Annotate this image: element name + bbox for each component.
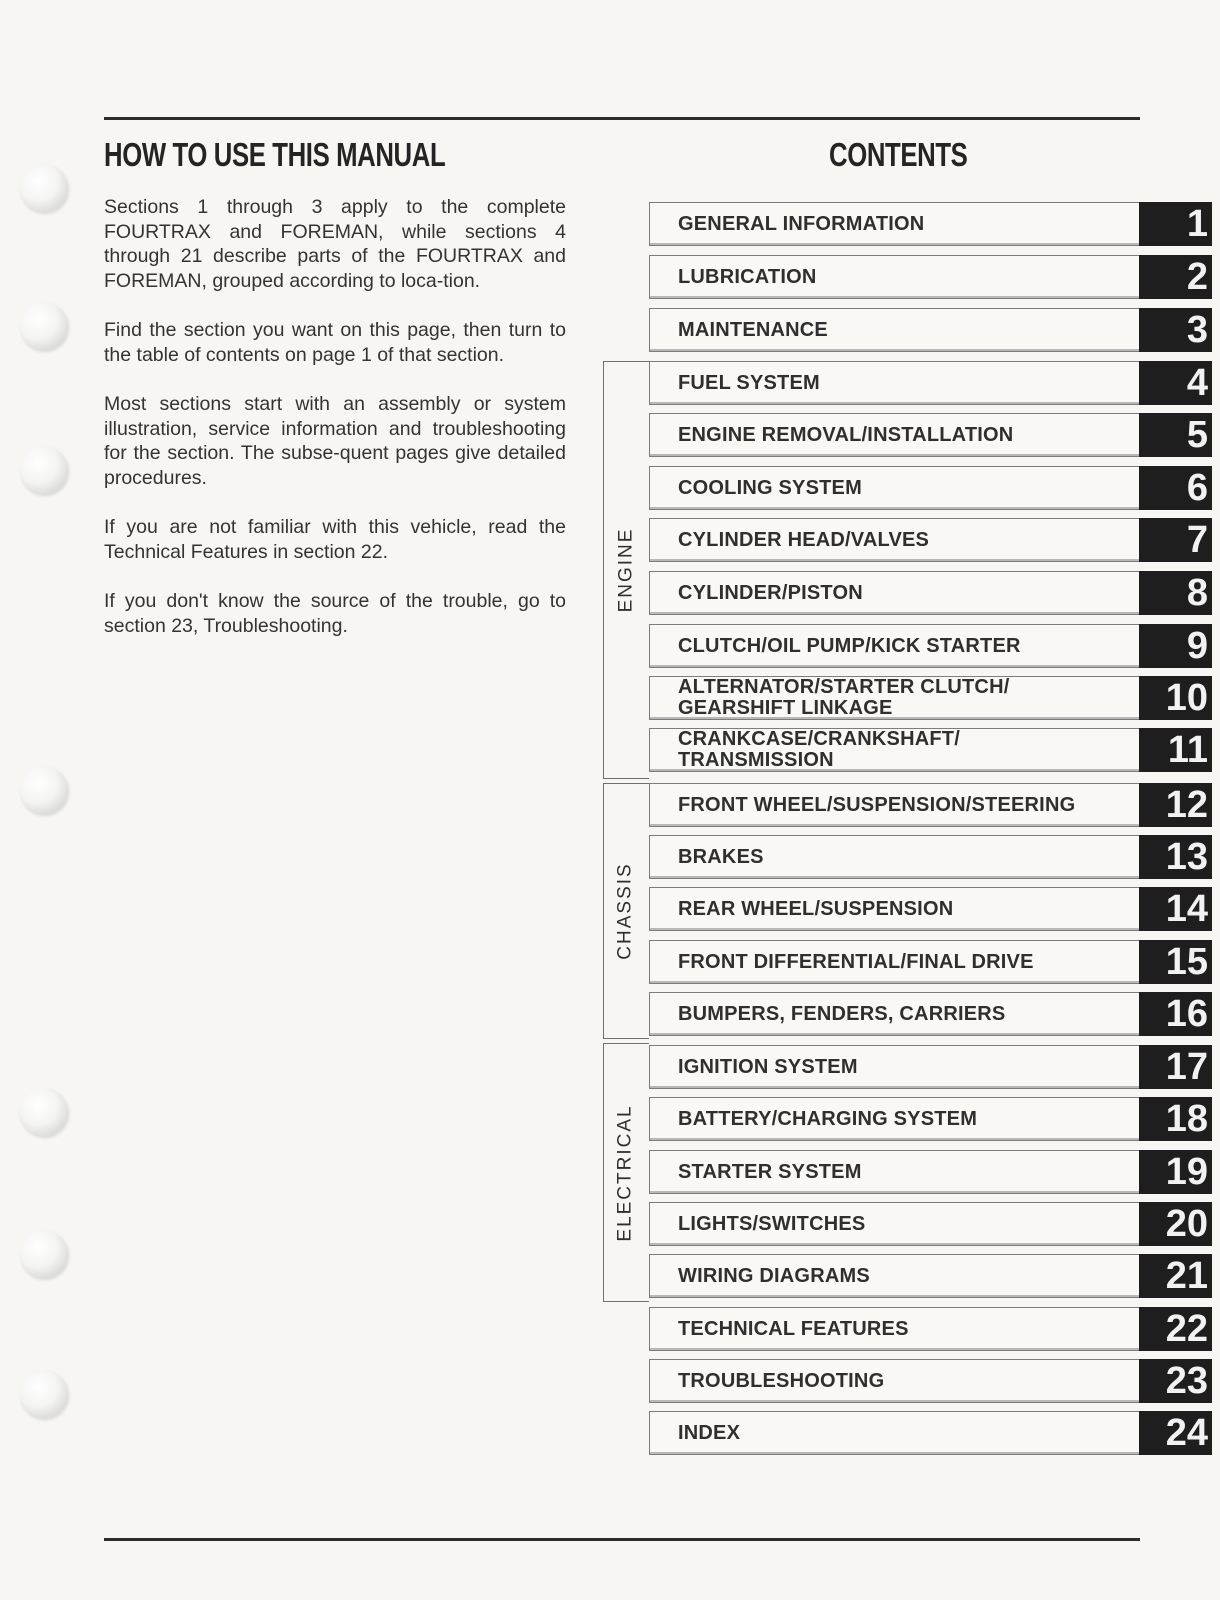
section-label: CYLINDER HEAD/VALVES — [678, 528, 930, 551]
section-label: TECHNICAL FEATURES — [678, 1317, 909, 1340]
toc-section-7[interactable] — [649, 518, 1216, 566]
section-number-tab: 1 — [1139, 202, 1212, 246]
section-number-tab: 5 — [1139, 413, 1212, 457]
toc-section-1[interactable] — [649, 202, 1216, 250]
section-label: CYLINDER/PISTON — [678, 581, 863, 604]
electrical-group-label: ELECTRICAL — [615, 1103, 637, 1242]
section-label: FRONT WHEEL/SUSPENSION/STEERING — [678, 793, 1076, 816]
toc-section-2[interactable] — [649, 255, 1216, 303]
section-number-tab: 19 — [1139, 1150, 1212, 1194]
toc-section-14[interactable] — [649, 887, 1216, 935]
section-number-tab: 13 — [1139, 835, 1212, 879]
intro-paragraph: Sections 1 through 3 apply to the complete FOURTRAX and FOREMAN, while sections 4 through 21 describe parts of the FOURTRAX and FOREMAN, grouped according to loca-tion. — [104, 196, 566, 292]
section-number-tab: 6 — [1139, 466, 1212, 510]
toc-section-9[interactable] — [649, 624, 1216, 672]
chassis-group-label: CHASSIS — [615, 862, 637, 960]
section-number-tab: 22 — [1139, 1307, 1212, 1351]
toc-section-21[interactable] — [649, 1254, 1216, 1302]
section-number-tab: 3 — [1139, 308, 1212, 352]
section-number-tab: 9 — [1139, 624, 1212, 668]
section-number-tab: 20 — [1139, 1202, 1212, 1246]
section-label: WIRING DIAGRAMS — [678, 1264, 870, 1287]
binder-hole-5 — [20, 1088, 68, 1136]
toc-section-22[interactable] — [649, 1307, 1216, 1355]
toc-section-5[interactable] — [649, 413, 1216, 461]
toc-section-17[interactable] — [649, 1045, 1216, 1093]
section-label: ENGINE REMOVAL/INSTALLATION — [678, 423, 1014, 446]
binder-hole-6 — [20, 1230, 68, 1278]
toc-section-6[interactable] — [649, 466, 1216, 514]
section-label: GENERAL INFORMATION — [678, 212, 925, 235]
section-number-tab: 12 — [1139, 783, 1212, 827]
toc-section-11[interactable] — [649, 728, 1216, 776]
section-number-tab: 11 — [1139, 728, 1212, 772]
section-number-tab: 17 — [1139, 1045, 1212, 1089]
section-number-tab: 24 — [1139, 1411, 1212, 1455]
bottom-rule — [104, 1538, 1140, 1541]
section-number-tab: 15 — [1139, 940, 1212, 984]
section-label: STARTER SYSTEM — [678, 1160, 862, 1183]
binder-hole-2 — [20, 302, 68, 350]
section-number-tab: 14 — [1139, 887, 1212, 931]
toc-section-10[interactable] — [649, 676, 1216, 724]
section-label: ALTERNATOR/STARTER CLUTCH/ GEARSHIFT LINKAGE — [678, 676, 1010, 719]
binder-hole-4 — [20, 766, 68, 814]
engine-group-label: ENGINE — [615, 527, 637, 613]
section-label: BATTERY/CHARGING SYSTEM — [678, 1107, 978, 1130]
toc-section-3[interactable] — [649, 308, 1216, 356]
intro-paragraph: If you don't know the source of the trouble, go to section 23, Troubleshooting. — [104, 590, 566, 637]
section-number-tab: 16 — [1139, 992, 1212, 1036]
section-number-tab: 23 — [1139, 1359, 1212, 1403]
section-number-tab: 7 — [1139, 518, 1212, 562]
intro-paragraph: If you are not familiar with this vehicle, read the Technical Features in section 22. — [104, 516, 566, 563]
section-number-tab: 8 — [1139, 571, 1212, 615]
section-label: INDEX — [678, 1421, 741, 1444]
section-label: REAR WHEEL/SUSPENSION — [678, 897, 954, 920]
toc-section-15[interactable] — [649, 940, 1216, 988]
intro-paragraph: Find the section you want on this page, then turn to the table of contents on page 1 of that section. — [104, 319, 566, 366]
section-label: IGNITION SYSTEM — [678, 1055, 858, 1078]
section-label: CLUTCH/OIL PUMP/KICK STARTER — [678, 634, 1021, 657]
toc-section-23[interactable] — [649, 1359, 1216, 1407]
toc-section-8[interactable] — [649, 571, 1216, 619]
intro-paragraph: Most sections start with an assembly or system illustration, service information and troubleshooting for the section. The subse-quent pages give detailed procedures. — [104, 393, 566, 489]
section-number-tab: 18 — [1139, 1097, 1212, 1141]
toc-section-16[interactable] — [649, 992, 1216, 1040]
top-rule — [104, 117, 1140, 120]
contents-heading: CONTENTS — [829, 136, 968, 173]
toc-section-18[interactable] — [649, 1097, 1216, 1145]
binder-hole-3 — [20, 446, 68, 494]
section-label: COOLING SYSTEM — [678, 476, 862, 499]
toc-section-19[interactable] — [649, 1150, 1216, 1198]
section-label: BRAKES — [678, 845, 764, 868]
binder-hole-7 — [20, 1370, 68, 1418]
how-to-use-heading: HOW TO USE THIS MANUAL — [104, 136, 446, 173]
section-label: CRANKCASE/CRANKSHAFT/ TRANSMISSION — [678, 728, 960, 771]
section-number-tab: 10 — [1139, 676, 1212, 720]
toc-section-13[interactable] — [649, 835, 1216, 883]
section-number-tab: 4 — [1139, 361, 1212, 405]
section-label: LUBRICATION — [678, 265, 817, 288]
toc-section-24[interactable] — [649, 1411, 1216, 1459]
section-label: LIGHTS/SWITCHES — [678, 1212, 866, 1235]
intro-text — [104, 195, 566, 663]
section-number-tab: 21 — [1139, 1254, 1212, 1298]
section-label: FUEL SYSTEM — [678, 371, 820, 394]
section-label: BUMPERS, FENDERS, CARRIERS — [678, 1002, 1006, 1025]
section-label: TROUBLESHOOTING — [678, 1369, 885, 1392]
section-number-tab: 2 — [1139, 255, 1212, 299]
toc-section-20[interactable] — [649, 1202, 1216, 1250]
toc-section-12[interactable] — [649, 783, 1216, 831]
section-label: FRONT DIFFERENTIAL/FINAL DRIVE — [678, 950, 1034, 973]
toc-section-4[interactable] — [649, 361, 1216, 409]
binder-hole-1 — [20, 164, 68, 212]
section-label: MAINTENANCE — [678, 318, 828, 341]
